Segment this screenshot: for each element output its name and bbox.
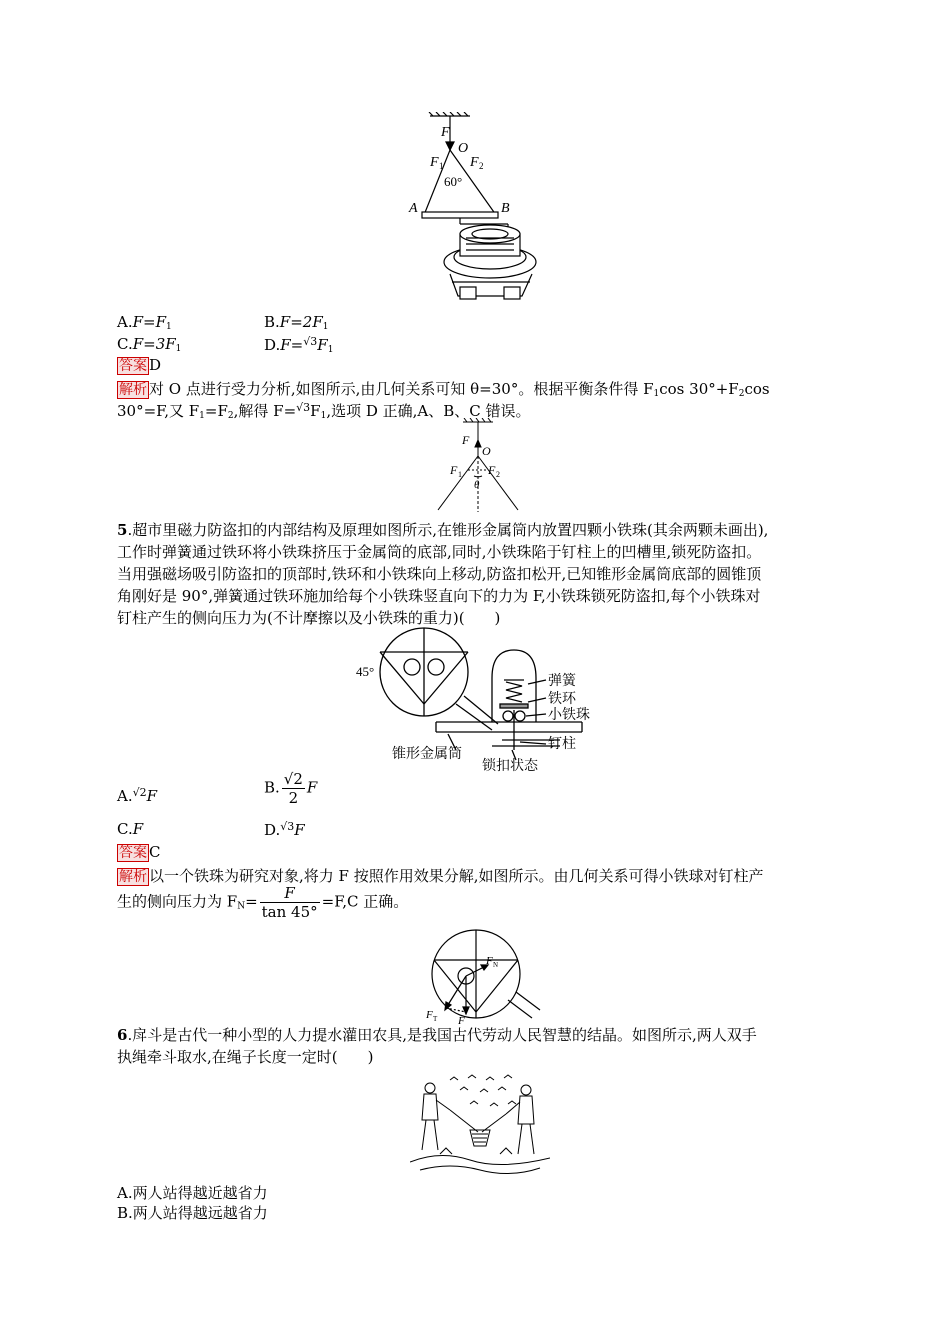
fig3-label-ball: 小铁珠: [548, 708, 590, 723]
q5-stem-line1: 5.超市里磁力防盗扣的内部结构及原理如图所示,在锥形金属筒内放置四颗小铁珠(其余两颗未画出),: [117, 521, 769, 539]
q5-stem-line4: 角刚好是 90°,弹簧通过铁环施加给每个小铁珠竖直向下的力为 F,小铁珠锁死防盗扣,每个小铁珠对: [117, 587, 761, 605]
q5-analysis-line1: 解析 以一个铁珠为研究对象,将力 F 按照作用效果分解,如图所示。由几何关系可得小铁球对钉柱产: [119, 867, 764, 885]
fig2-label-F1-sub: 1: [458, 470, 462, 479]
q5-option-b[interactable]: B. $\frac{√2}{2}$ F: [264, 770, 318, 807]
answer-tag: 答案: [119, 358, 147, 374]
fig3-label-angle: 45°: [356, 664, 375, 679]
fig3-label-ring: 铁环: [548, 692, 576, 707]
q4-option-c[interactable]: $C.F=3F_1$: [117, 335, 182, 354]
figure-anti-theft-buckle: [352, 622, 612, 774]
q5-stem-line2: 工作时弹簧通过铁环将小铁珠挤压于金属筒的底部,同时,小铁珠陷于钉柱上的凹槽里,锁死防盗扣。: [117, 543, 762, 561]
q6-stem-line2: 执绳牵斗取水,在绳子长度一定时( ): [117, 1048, 374, 1066]
q5-analysis-line2: 生的侧向压力为 $F_N=$ $\frac{F}{\tan 45^\circ}$ =F,C 正确。: [117, 884, 409, 921]
fig2-label-theta: θ: [474, 479, 480, 491]
fig1-label-B: B: [501, 201, 510, 216]
fig4-label-F: F: [458, 1015, 465, 1024]
q6-option-b[interactable]: B.两人站得越远越省力: [117, 1204, 268, 1222]
q5-stem-line5: 钉柱产生的侧向压力为(不计摩擦以及小铁珠的重力)( ): [117, 609, 501, 627]
q5-stem-line3: 当用强磁场吸引防盗扣的顶部时,铁环和小铁珠向上移动,防盗扣松开,已知锥形金属筒底部的圆锥顶: [117, 565, 762, 583]
figure-force-diagram-o: [430, 418, 530, 514]
fig1-label-F2-sub: 2: [479, 161, 484, 171]
fig4-label-FN: F: [486, 955, 493, 967]
fig1-label-F1-sub: 1: [439, 161, 444, 171]
analysis-tag: 解析: [119, 869, 147, 885]
q6-stem-line1: 6.戽斗是古代一种小型的人力提水灌田农具,是我国古代劳动人民智慧的结晶。如图所示,两人双手: [117, 1026, 757, 1044]
figure-millstone: [400, 112, 550, 312]
analysis-tag: 解析: [119, 382, 147, 398]
q4-option-b[interactable]: $B.F=2F_1$: [264, 313, 329, 332]
q5-answer: 答案 C: [119, 843, 161, 861]
figure-ball-force-decomposition: [420, 928, 550, 1024]
fig3-label-pin: 钉柱: [548, 737, 576, 752]
fig2-label-F2: F: [488, 463, 496, 477]
fig4-label-FT-sub: T: [433, 1015, 438, 1023]
q4-analysis-line1: 解析 对 O 点进行受力分析,如图所示,由几何关系可知 θ=30°。根据平衡条件得 $F_1\cos$ $30^\circ+F_2\cos$: [119, 380, 770, 399]
fig2-label-F1: F: [450, 463, 458, 477]
q4-analysis-line2: 30°=F,又 $F_1=F_2$,解得 $F=^{√3}F_1$,选项 D 正确,A、B、C 错误。: [117, 401, 531, 421]
fig1-label-F: F: [441, 125, 450, 140]
fig1-label-angle: 60°: [444, 174, 463, 189]
fig2-label-O: O: [482, 444, 491, 458]
fig4-label-FT: F: [426, 1009, 433, 1021]
fig4-label-FN-sub: N: [493, 961, 499, 969]
fig1-label-A: A: [409, 201, 418, 216]
q4-answer: 答案 D: [119, 356, 162, 374]
fig3-label-cone: 锥形金属筒: [392, 747, 462, 762]
figure-water-scoop-illustration: [410, 1070, 550, 1180]
fig3-label-state: 锁扣状态: [482, 759, 538, 774]
q4-option-d[interactable]: $D.F=^{√3}F_1$: [264, 335, 334, 355]
fig1-label-F2: F: [470, 155, 479, 170]
q5-option-d[interactable]: D.$^{√3}$F: [264, 820, 305, 839]
q5-option-a[interactable]: A.$^{√2}$F: [117, 786, 158, 805]
fig3-label-spring: 弹簧: [548, 674, 576, 689]
fig1-label-O: O: [458, 141, 469, 156]
q5-option-c[interactable]: C.F: [117, 820, 144, 838]
fig1-label-F1: F: [430, 155, 439, 170]
fig2-label-F: F: [462, 433, 470, 447]
answer-tag: 答案: [119, 845, 147, 861]
q6-option-a[interactable]: A.两人站得越近越省力: [117, 1184, 268, 1202]
q4-option-a[interactable]: $A.F=F_1$: [117, 313, 172, 332]
fig2-label-F2-sub: 2: [496, 470, 500, 479]
